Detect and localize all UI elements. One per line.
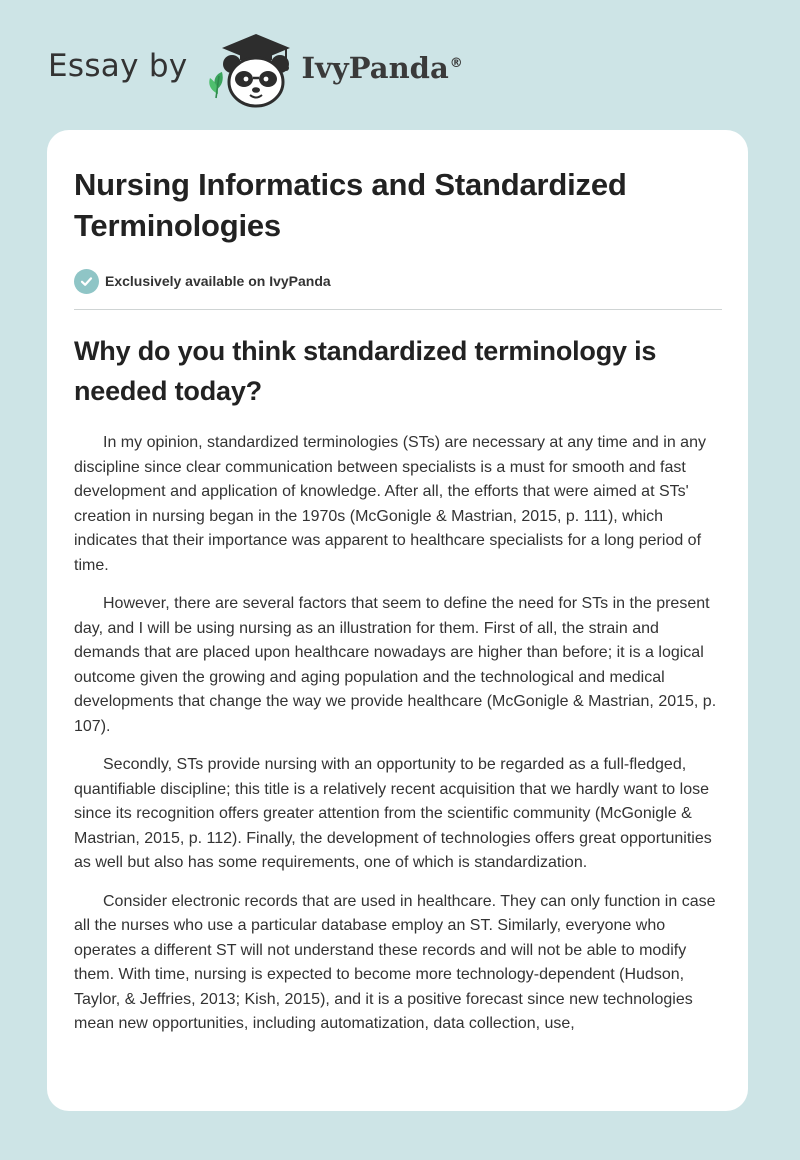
exclusive-badge bbox=[74, 268, 722, 294]
section-heading: Why do you think standardized terminology is needed today? bbox=[74, 336, 657, 406]
divider bbox=[74, 309, 722, 310]
paragraph: Secondly, STs provide nursing with an opportunity to be regarded as a full-fledged, quantifiable discipline; this title is a relatively recent acquisition that we hardly want to lose since its recognition offers greater attention from the scientific community (McGonigle & Mastrian, 2015, p. 112). Finally, the development of technologies offers great opportunities as well but also has some requirements, one of which is standardization. bbox=[74, 756, 712, 871]
brand-name[interactable] bbox=[302, 51, 463, 85]
check-icon bbox=[74, 269, 99, 294]
brand-prefix: Essay by bbox=[48, 48, 188, 84]
essay-body bbox=[74, 431, 722, 1037]
essay-title: Nursing Informatics and Standardized Terminologies bbox=[74, 167, 627, 243]
exclusive-label: Exclusively available on IvyPanda bbox=[105, 273, 331, 289]
paragraph: In my opinion, standardized terminologies (STs) are necessary at any time and in any discipline since clear communication between specialists is a must for smooth and fast development and application of knowledge. After all, the efforts that were aimed at STs' creation in nursing began in the 1970s (McGonigle & Mastrian, 2015, p. 111), which indicates that their importance was apparent to healthcare specialists for a long period of time. bbox=[74, 434, 706, 574]
paragraph: However, there are several factors that seem to define the need for STs in the present day, and I will be using nursing as an illustration for them. First of all, the strain and demands that are placed upon healthcare nowadays are higher than before; it is a logical outcome given the growing and aging population and the technological and medical developments that change the way we provide healthcare (McGonigle & Mastrian, 2015, p. 107). bbox=[74, 595, 717, 735]
registered-mark: ® bbox=[449, 56, 463, 72]
brand-name-text: IvyPanda bbox=[301, 51, 449, 85]
panda-graduate-icon[interactable] bbox=[202, 28, 298, 112]
essay-card bbox=[47, 130, 748, 1111]
paragraph: Consider electronic records that are used in healthcare. They can only function in case all the nurses who use a particular database employ an ST. Similarly, everyone who operates a different ST will not understand these records and will not be able to modify them. With time, nursing is expected to become more technology-dependent (Hudson, Taylor, & Jeffries, 2013; Kish, 2015), and it is a positive forecast since new technologies mean new opportunities, including automatization, data collection, use, bbox=[74, 892, 716, 1032]
brand-header bbox=[48, 28, 463, 112]
